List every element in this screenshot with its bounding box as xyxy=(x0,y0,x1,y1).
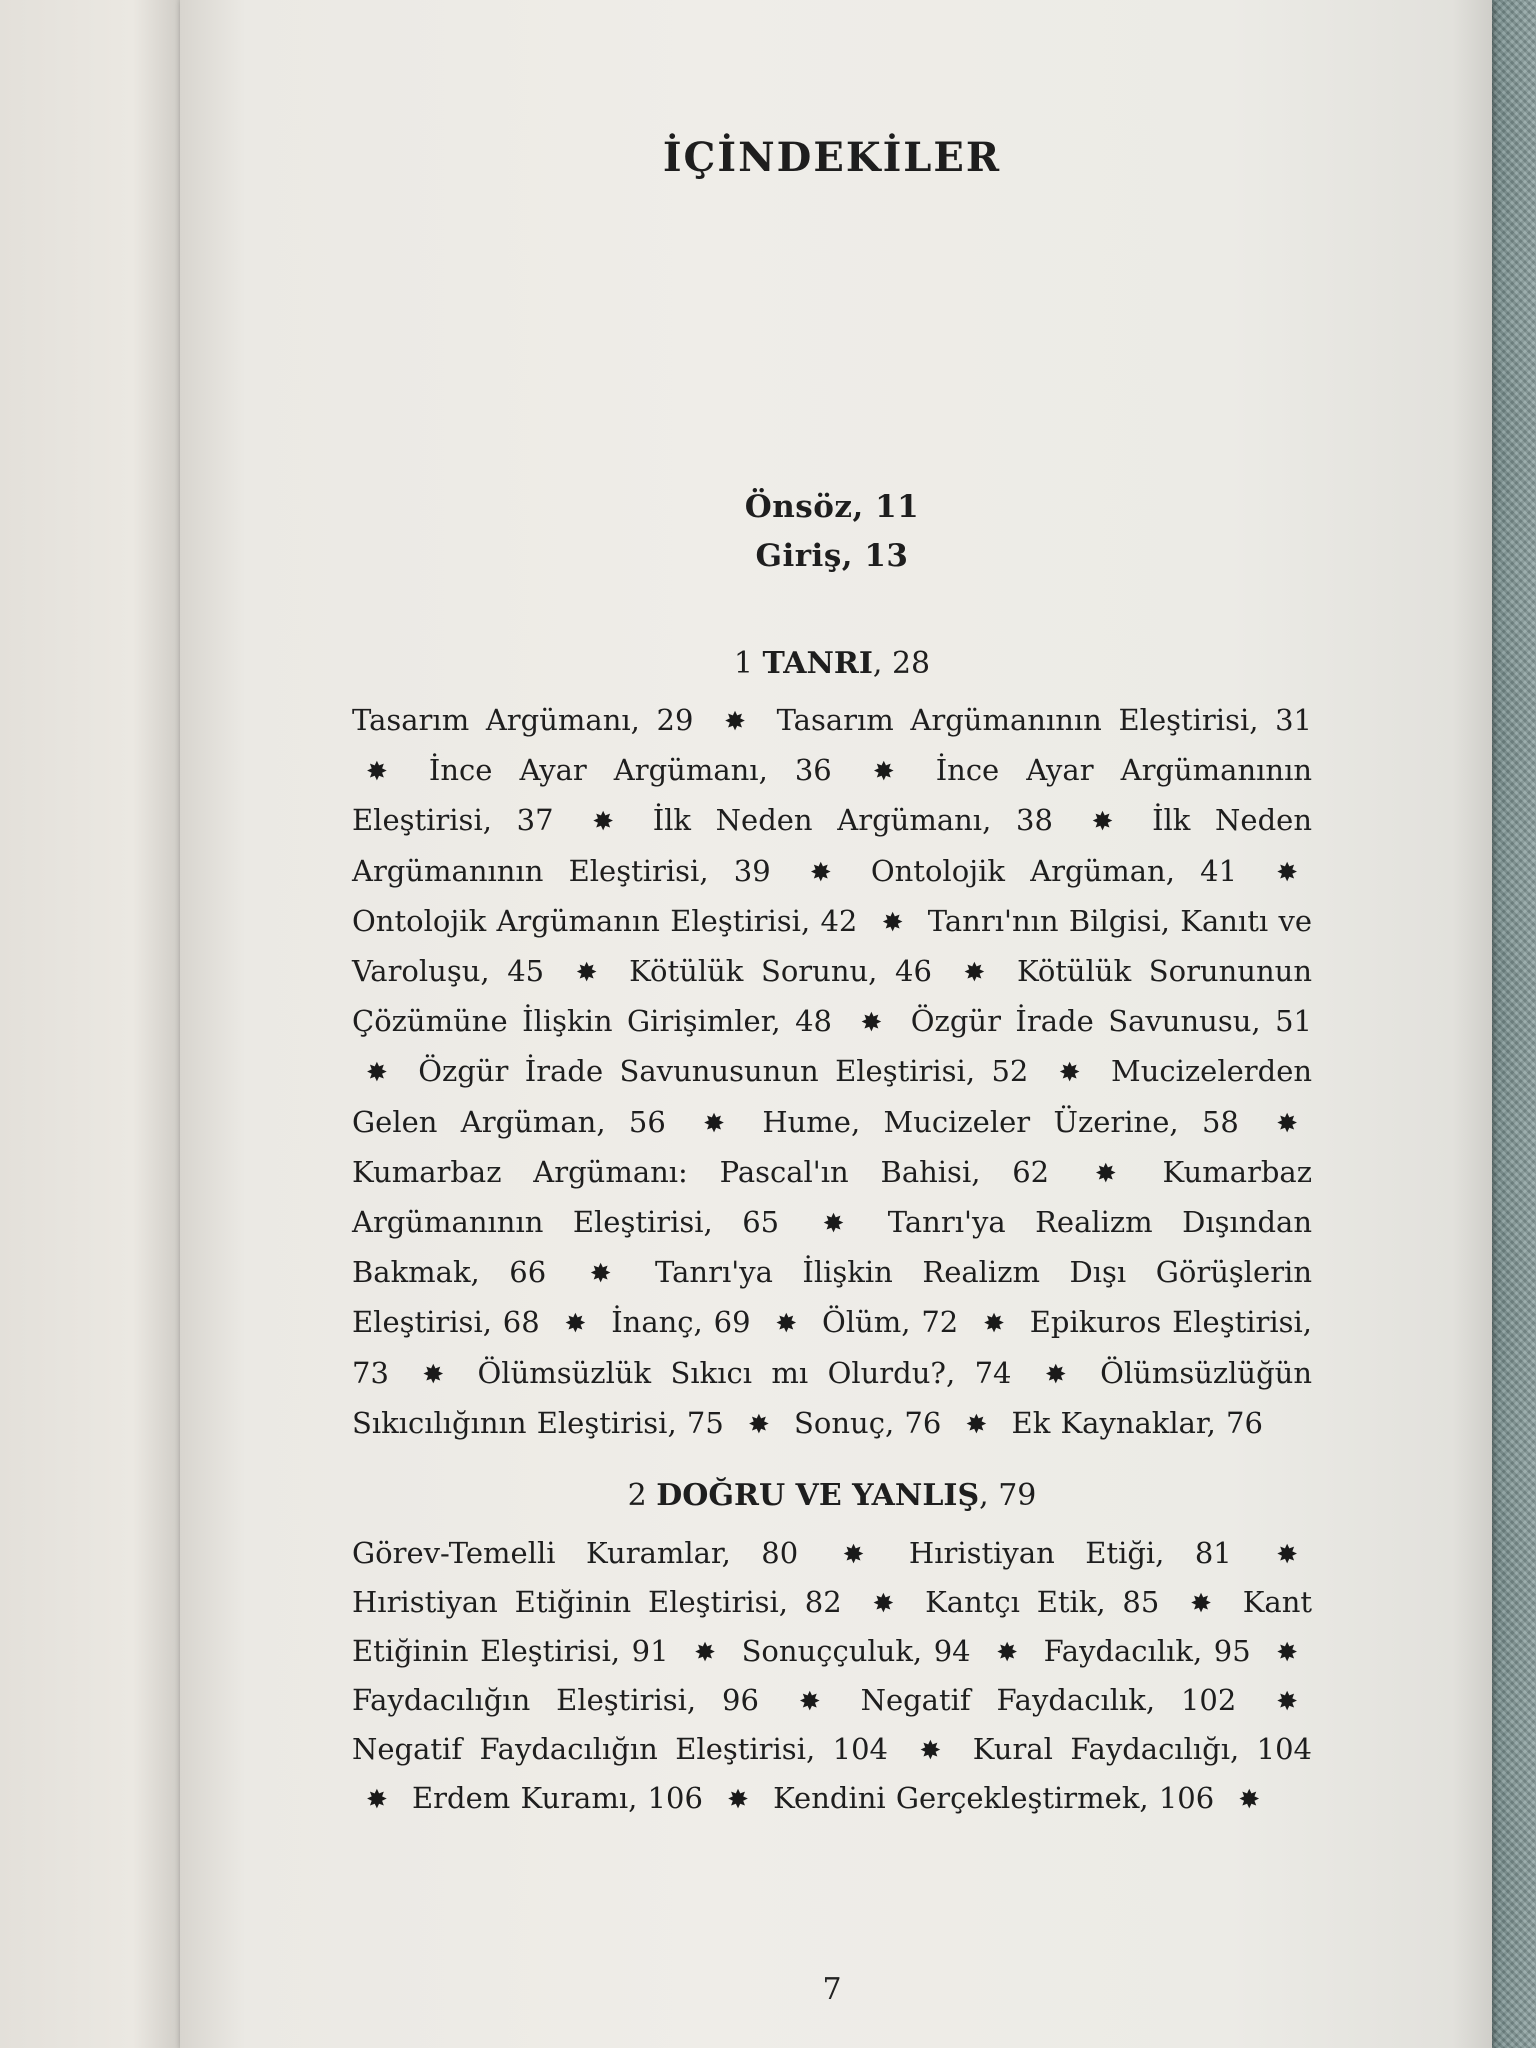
asterisk-icon: ✸ xyxy=(809,857,832,888)
book-page xyxy=(180,0,1492,2048)
toc-entry: Ontolojik Argümanın Eleştirisi, 42 xyxy=(352,903,858,938)
front-matter-item: Önsöz, 11 xyxy=(744,489,920,525)
chapter-title: TANRI xyxy=(762,646,873,681)
chapter-title: DOĞRU VE YANLIŞ xyxy=(656,1478,980,1514)
toc-entry: Kendini Gerçekleştirmek, 106 xyxy=(773,1781,1215,1816)
asterisk-icon: ✸ xyxy=(872,1589,895,1620)
front-matter-item: Giriş, 13 xyxy=(755,538,909,574)
asterisk-icon: ✸ xyxy=(422,1359,445,1390)
front-matter xyxy=(352,483,1312,581)
asterisk-icon: ✸ xyxy=(919,1736,942,1767)
toc-entry: Erdem Kuramı, 106 xyxy=(412,1781,703,1816)
toc-entry: Kant Etiğinin Eleştirisi, 91 xyxy=(352,1585,1313,1669)
asterisk-icon: ✸ xyxy=(694,1638,716,1669)
toc-entry: Tanrı'ya Realizm Dışından Bakmak, 66 xyxy=(352,1205,1313,1290)
facing-page xyxy=(0,0,190,2048)
asterisk-icon: ✸ xyxy=(872,757,895,788)
toc-entry: Sonuç, 76 xyxy=(794,1405,942,1440)
asterisk-icon: ✸ xyxy=(983,1309,1005,1340)
toc-entry: Sonuççuluk, 94 xyxy=(741,1634,971,1669)
asterisk-icon: ✸ xyxy=(860,1008,883,1039)
toc-entry: Hıristiyan Etiğinin Eleştirisi, 82 xyxy=(352,1585,842,1620)
asterisk-icon: ✸ xyxy=(775,1309,798,1340)
toc-entry: Ontolojik Argüman, 41 xyxy=(870,853,1238,888)
asterisk-icon: ✸ xyxy=(589,1259,612,1290)
asterisk-icon: ✸ xyxy=(1094,1158,1117,1189)
toc-entry: İlk Neden Argümanı, 38 xyxy=(652,803,1053,838)
toc-entry: Tasarım Argümanının Eleştirisi, 31 xyxy=(776,703,1313,737)
asterisk-icon: ✸ xyxy=(1276,857,1299,888)
asterisk-icon: ✸ xyxy=(724,707,746,737)
toc-entry: Ölümsüzlük Sıkıcı mı Olurdu?, 74 xyxy=(477,1355,1012,1390)
chapter-heading xyxy=(352,1472,1312,1520)
toc-entry: Ölümsüzlüğün Sıkıcılığının Eleştirisi, 75 xyxy=(352,1355,1313,1440)
toc-entry: Negatif Faydacılığın Eleştirisi, 104 xyxy=(352,1732,889,1767)
asterisk-icon: ✸ xyxy=(1091,807,1114,838)
asterisk-icon: ✸ xyxy=(963,958,986,989)
asterisk-icon: ✸ xyxy=(703,1108,725,1139)
asterisk-icon: ✸ xyxy=(575,958,598,989)
toc-entry: Hıristiyan Etiği, 81 xyxy=(908,1536,1232,1571)
page-number: 7 xyxy=(822,1972,842,2007)
toc-entry: Görev-Temelli Kuramlar, 80 xyxy=(352,1536,799,1571)
toc-entry: Hume, Mucizeler Üzerine, 58 xyxy=(762,1104,1239,1139)
toc-entry: Tasarım Argümanı, 29 xyxy=(352,703,694,737)
toc-entry: Tanrı'nın Bilgisi, Kanıtı ve Varoluşu, 45 xyxy=(352,903,1312,989)
toc-entry: Özgür İrade Savunusunun Eleştirisi, 52 xyxy=(418,1054,1029,1089)
chapter-page: , 28 xyxy=(872,646,931,681)
asterisk-icon: ✸ xyxy=(1058,1058,1081,1089)
asterisk-icon: ✸ xyxy=(1238,1785,1261,1816)
asterisk-icon: ✸ xyxy=(366,1785,388,1816)
asterisk-icon: ✸ xyxy=(366,1058,388,1089)
asterisk-icon: ✸ xyxy=(1276,1540,1299,1571)
chapter-entries xyxy=(352,696,1312,1449)
asterisk-icon: ✸ xyxy=(727,1785,749,1816)
toc-entry: İnce Ayar Argümanının Eleştirisi, 37 xyxy=(352,753,1313,838)
toc-entry: Kantçı Etik, 85 xyxy=(925,1585,1160,1620)
asterisk-icon: ✸ xyxy=(996,1638,1019,1669)
asterisk-icon: ✸ xyxy=(1276,1108,1298,1139)
asterisk-icon: ✸ xyxy=(1276,1638,1299,1669)
asterisk-icon: ✸ xyxy=(1044,1359,1067,1390)
toc-entry: İnce Ayar Argümanı, 36 xyxy=(428,753,832,788)
asterisk-icon: ✸ xyxy=(1276,1687,1299,1718)
chapter-entries xyxy=(352,1530,1312,1824)
toc-entry: Kumarbaz Argümanı: Pascal'ın Bahisi, 62 xyxy=(352,1154,1050,1189)
table-of-contents xyxy=(352,0,1313,2007)
asterisk-icon: ✸ xyxy=(798,1687,821,1718)
chapter-page: , 79 xyxy=(979,1478,1037,1514)
asterisk-icon: ✸ xyxy=(748,1409,770,1440)
toc-entry: İlk Neden Argümanının Eleştirisi, 39 xyxy=(352,803,1312,888)
asterisk-icon: ✸ xyxy=(1190,1589,1212,1620)
page-title: İÇİNDEKİLER xyxy=(662,134,1002,181)
asterisk-icon: ✸ xyxy=(366,757,388,788)
toc-entry: Özgür İrade Savunusu, 51 xyxy=(910,1004,1313,1039)
asterisk-icon: ✸ xyxy=(842,1540,865,1571)
toc-entry: İnanç, 69 xyxy=(611,1305,751,1340)
toc-entry: Kötülük Sorunu, 46 xyxy=(629,954,932,989)
asterisk-icon: ✸ xyxy=(881,907,904,938)
toc-entry: Mucizelerden Gelen Argüman, 56 xyxy=(352,1054,1313,1139)
toc-entry: Faydacılığın Eleştirisi, 96 xyxy=(352,1683,759,1718)
toc-entry: Negatif Faydacılık, 102 xyxy=(860,1683,1237,1718)
toc-entry: Epikuros Eleştirisi, 73 xyxy=(352,1305,1313,1390)
asterisk-icon: ✸ xyxy=(564,1309,587,1340)
chapter-number: 2 xyxy=(627,1478,647,1514)
toc-entry: Ölüm, 72 xyxy=(822,1305,959,1340)
chapter-number: 1 xyxy=(733,646,753,681)
toc-entry: Kötülük Sorununun Çözümüne İlişkin Girişimler, 48 xyxy=(352,954,1312,1039)
asterisk-icon: ✸ xyxy=(822,1209,845,1240)
chapter-heading xyxy=(352,640,1312,688)
toc-entry: Ek Kaynaklar, 76 xyxy=(1011,1405,1263,1440)
asterisk-icon: ✸ xyxy=(592,807,614,838)
toc-entry: Kumarbaz Argümanının Eleştirisi, 65 xyxy=(352,1154,1313,1240)
toc-entry: Faydacılık, 95 xyxy=(1043,1634,1251,1669)
toc-entry: Tanrı'ya İlişkin Realizm Dışı Görüşlerin Eleştirisi, 68 xyxy=(352,1255,1313,1340)
toc-entry: Kural Faydacılığı, 104 xyxy=(972,1732,1313,1767)
asterisk-icon: ✸ xyxy=(965,1409,988,1440)
